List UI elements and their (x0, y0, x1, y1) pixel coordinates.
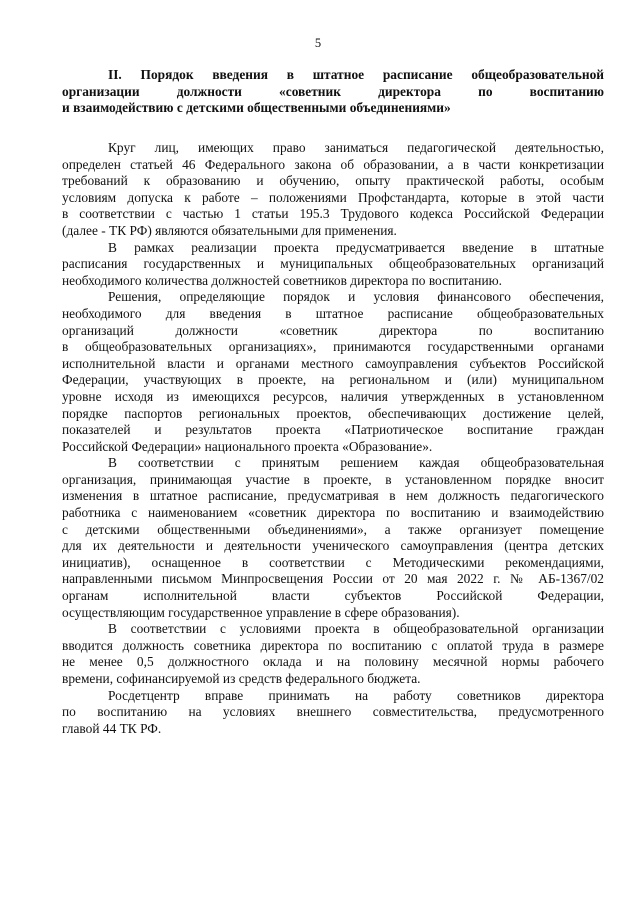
text-line: направленными письмом Минпросвещения России от 20 мая 2022 г. № АБ-1367/02 (62, 571, 604, 587)
text-line: организация, принимающая участие в проекте, в установленном порядке вносит (62, 471, 604, 487)
text-line: В рамках реализации проекта предусматривается введение в штатные (108, 239, 604, 255)
text-line: необходимого количества должностей советников директора по воспитанию. (62, 272, 502, 288)
text-line: условиям допуска к работе – положениями Профстандарта, которые в этой части (62, 189, 604, 205)
text-line: инициатив), оснащенное в соответствии с Методическими рекомендациями, (62, 554, 604, 570)
text-line: организаций должности «советник директора по воспитанию (62, 322, 604, 338)
text-line: осуществляющим государственное управление в сфере образования). (62, 604, 460, 620)
text-line: требований к образованию и обучению, опыту практической работы, особым (62, 173, 604, 189)
section-heading (62, 67, 604, 117)
text-line: порядке паспортов региональных проектов, обеспечивающих достижение целей, (62, 405, 604, 421)
text-line: Росдетцентр вправе принимать на работу советников директора (108, 687, 604, 703)
text-line: Федерации, участвующих в проекте, на региональном и (или) муниципальном (62, 372, 604, 388)
text-line: В соответствии с условиями проекта в общеобразовательной организации (108, 621, 604, 637)
paragraph (62, 688, 604, 738)
paragraph (62, 289, 604, 455)
text-line: Российской Федерации» национального проекта «Образование». (62, 438, 433, 454)
text-line: изменения в штатное расписание, предусматривая в нем должность педагогического (62, 488, 604, 504)
text-line: В соответствии с принятым решением каждая общеобразовательная (108, 455, 604, 471)
text-line: в общеобразовательных организациях», принимаются государственными органами (62, 339, 604, 355)
text-line: вводится должность советника директора по воспитанию с оплатой труда в размере (62, 637, 604, 653)
text-line: расписания государственных и муниципальных общеобразовательных организаций (62, 256, 604, 272)
text-line: органам исполнительной власти субъектов Российской Федерации, (62, 588, 604, 604)
heading-line: организации должности «советник директора по воспитанию (62, 83, 604, 99)
paragraph (62, 140, 604, 240)
text-line: в соответствии с частью 1 статьи 195.3 Трудового кодекса Российской Федерации (62, 206, 604, 222)
page-number: 5 (314, 36, 322, 50)
text-line: необходимого для введения в штатное расписание общеобразовательных (62, 305, 604, 321)
text-line: для их деятельности и деятельности ученического самоуправления (центра детских (62, 538, 604, 554)
text-line: исполнительной власти и органами местного самоуправления субъектов Российской (62, 355, 604, 371)
text-line: работника с наименованием «советник директора по воспитанию и взаимодействию (62, 505, 604, 521)
text-line: определен статьей 46 Федерального закона об образовании, а в части конкретизации (62, 156, 604, 172)
text-line: времени, софинансируемой из средств федерального бюджета. (62, 671, 421, 686)
text-line: главой 44 ТК РФ. (62, 720, 162, 736)
paragraph (62, 621, 604, 687)
heading-line: II. Порядок введения в штатное расписание общеобразовательной (108, 67, 604, 82)
text-line: уровне исходя из имеющихся ресурсов, наличия утвержденных в установленном (62, 388, 604, 404)
text-line: показателей и результатов проекта «Патриотическое воспитание граждан (62, 422, 604, 438)
paragraph (62, 240, 604, 290)
text-line: Решения, определяющие порядок и условия финансового обеспечения, (108, 289, 604, 305)
paragraph (62, 455, 604, 621)
text-line: не менее 0,5 должностного оклада и на половину месячной нормы рабочего (62, 654, 604, 670)
text-line: с детскими общественными объединениями», а также организует помещение (62, 521, 604, 537)
text-line: (далее - ТК РФ) являются обязательными для применения. (62, 222, 397, 238)
heading-line: и взаимодействию с детскими общественными объединениями» (62, 100, 451, 116)
document-body (62, 140, 604, 737)
text-line: по воспитанию на условиях внешнего совместительства, предусмотренного (62, 704, 604, 720)
text-line: Круг лиц, имеющих право заниматься педагогической деятельностью, (108, 140, 604, 155)
